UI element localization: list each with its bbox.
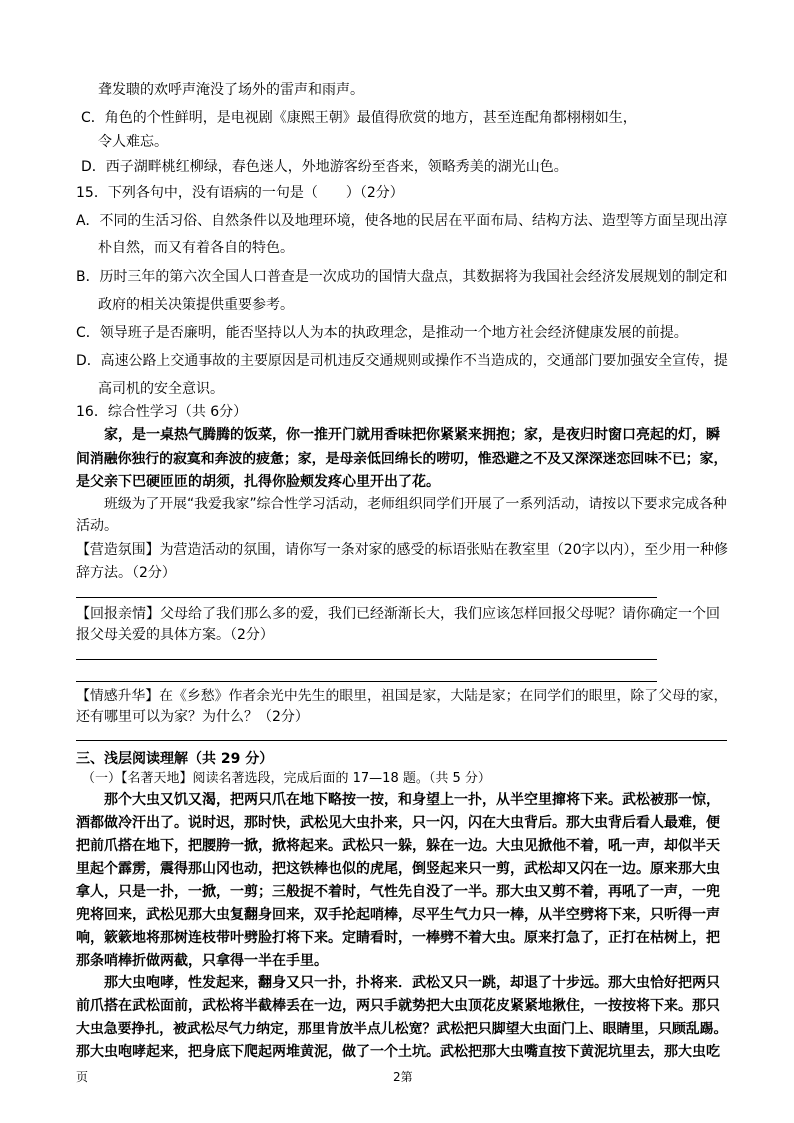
q16-part1-line2: 辞方法。（2分） (76, 565, 176, 581)
q16-title: 16．综合性学习（共 6分） (76, 404, 248, 420)
q15-option-a-line2: 朴自然，而又有着各自的特色。 (98, 240, 294, 256)
passage-line: 里起个霹雳，震得那山冈也动，把这铁棒也似的虎尾，倒竖起来只一剪，武松却又闪在一边。原来那大虫 (76, 861, 720, 877)
q16-quote-line2: 间消融你独行的寂寞和奔波的疲惫；家，是母亲低回绵长的唠叨，惟恐避之不及又深深迷恋回味不已；家， (76, 451, 728, 467)
option-c-line1: C．角色的个性鲜明，是电视剧《康熙王朝》最值得欣赏的地方，甚至连配角都栩栩如生， (81, 110, 637, 126)
passage-line: 把前爪搭在地下，把腰胯一掀，掀将起来。武松只一躲，躲在一边。大虫见掀他不着，吼一声，却似半天 (76, 838, 720, 854)
q15-stem: 15．下列各句中，没有语病的一句是（ ）（2分） (76, 185, 404, 201)
q16-part2-line1: 【回报亲情】父母给了我们那么多的爱，我们已经渐渐长大，我们应该怎样回报父母呢？请你确定一个回 (76, 606, 720, 622)
q16-quote-line3: 是父亲下巴硬匝匝的胡须，扎得你脸颊发疼心里开出了花。 (76, 474, 440, 490)
passage-line: 那条哨棒折做两截，只拿得一半在手里。 (76, 953, 328, 969)
passage-line: 拿人，只是一扑，一掀，一剪；三般捉不着时，气性先自没了一半。那大虫又剪不着，再吼了一声，一兜 (76, 884, 720, 900)
q16-quote-line1: 家，是一桌热气腾腾的饭菜，你一推开门就用香味把你紧紧来拥抱；家，是夜归时窗口亮起的灯，瞬 (104, 427, 720, 443)
q15-option-c: C．领导班子是否廉明，能否坚持以人为本的执政理念，是推动一个地方社会经济健康发展的前提。 (76, 325, 688, 341)
passage-line: 那大虫咆哮，性发起来，翻身又只一扑，扑将来．武松又只一跳，却退了十步远。那大虫恰好把两只 (104, 975, 720, 991)
passage-line: 那个大虫又饥又渴，把两只爪在地下略按一按，和身望上一扑，从半空里撺将下来。武松被那一惊， (104, 792, 720, 808)
answer-line (76, 681, 657, 682)
q15-option-d-line1: D．高速公路上交通事故的主要原因是司机违反交通规则或操作不当造成的，交通部门要加强安全宣传，提 (76, 353, 728, 369)
footer-page-label: 页 (76, 1070, 89, 1084)
passage-line: 酒都做冷汗出了。说时迟，那时快，武松见大虫扑来，只一闪，闪在大虫背后。那大虫背后看人最难，便 (76, 815, 720, 831)
footer-page-number: 2第 (393, 1070, 413, 1084)
answer-line (76, 597, 657, 598)
option-b-continuation: 聋发聩的欢呼声淹没了场外的雷声和雨声。 (98, 82, 364, 98)
passage-line: 兜将回来，武松见那大虫复翻身回来，双手抡起哨棒，尽平生气力只一棒，从半空劈将下来，只听得一声 (76, 907, 720, 923)
answer-line (76, 740, 727, 741)
q16-intro-line1: 班级为了开展“我爱我家”综合性学习活动，老师组织同学们开展了一系列活动，请按以下要求完成各种 (104, 496, 727, 512)
q16-intro-line2: 活动。 (76, 518, 118, 534)
option-d: D．西子湖畔桃红柳绿，春色迷人，外地游客纷至沓来，领略秀美的湖光山色。 (81, 159, 568, 175)
passage-line: 那大虫咆哮起来，把身底下爬起两堆黄泥，做了一个土坑。武松把那大虫嘴直按下黄泥坑里去，那大虫吃 (76, 1044, 720, 1060)
section3-subtitle: （一）【名著天地】阅读名著选段，完成后面的 17—18 题。（共 5 分） (82, 771, 491, 786)
q16-part2-line2: 报父母关爱的具体方案。（2分） (76, 627, 274, 643)
q15-option-a-line1: A．不同的生活习俗、自然条件以及地理环境，使各地的民居在平面布局、结构方法、造型等方面呈现出淳 (76, 213, 728, 229)
q15-option-d-line2: 高司机的安全意识。 (98, 381, 224, 397)
passage-line: 大虫急要挣扎，被武松尽气力纳定，那里肯放半点儿松宽？武松把只脚望大虫面门上、眼睛里，只顾乱踢。 (76, 1021, 728, 1037)
q16-part3-line1: 【情感升华】在《乡愁》作者余光中先生的眼里，祖国是家，大陆是家；在同学们的眼里，除了父母的家， (76, 688, 728, 704)
passage-line: 前爪搭在武松面前，武松将半截棒丢在一边，两只手就势把大虫顶花皮紧紧地揪住，一按按将下来。那只 (76, 998, 720, 1014)
q16-part1-line1: 【营造氛围】为营造活动的氛围，请你写一条对家的感受的标语张贴在教室里（20字以内），至少用一种修 (76, 542, 728, 558)
section3-title: 三、浅层阅读理解（共 29 分） (76, 751, 274, 767)
q15-option-b-line1: B．历时三年的第六次全国人口普查是一次成功的国情大盘点，其数据将为我国社会经济发展规划的制定和 (76, 269, 728, 285)
answer-line (76, 659, 657, 660)
q16-part3-line2: 还有哪里可以为家？为什么？（2分） (76, 709, 309, 725)
passage-line: 响，簌簌地将那树连枝带叶劈脸打将下来。定睛看时，一棒劈不着大虫。原来打急了，正打在枯树上，把 (76, 930, 720, 946)
option-c-line2: 令人难忘。 (98, 134, 168, 150)
q15-option-b-line2: 政府的相关决策提供重要参考。 (98, 297, 294, 313)
